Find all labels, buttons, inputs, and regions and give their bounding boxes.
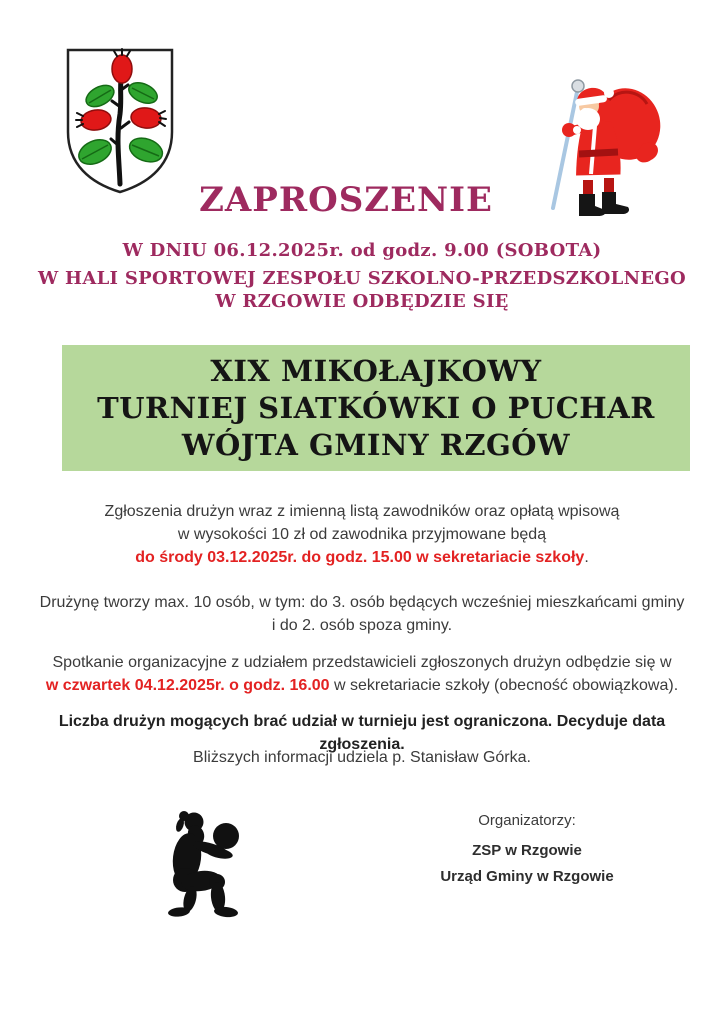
banner-line-3: WÓJTA GMINY RZGÓW: [181, 427, 571, 462]
event-venue-line: W HALI SPORTOWEJ ZESPOŁU SZKOLNO-PRZEDSZKOLNEGO: [37, 268, 687, 289]
banner-line-1: XIX MIKOŁAJKOWY: [210, 353, 542, 388]
team-rules-line-2: i do 2. osób spoza gminy.: [271, 617, 453, 634]
organizers-label: Organizatorzy:: [478, 812, 576, 829]
event-date-line: W DNIU 06.12.2025r. od godz. 9.00 (SOBOTA): [122, 240, 602, 261]
organizers-block: [377, 812, 677, 885]
registration-line-1: Zgłoszenia drużyn wraz z imienną listą zawodników oraz opłatą wpisową: [104, 503, 620, 520]
organizer-zsp: ZSP w Rzgowie: [472, 842, 582, 859]
meeting-line-1: Spotkanie organizacyjne z udziałem przedstawicieli zgłoszonych drużyn odbędzie się w: [52, 654, 672, 671]
tournament-title-banner: [62, 345, 690, 471]
team-rules-paragraph: [28, 591, 696, 637]
limit-notice: Liczba drużyn mogących brać udział w turnieju jest ograniczona. Decyduje data zgłoszenia.: [58, 713, 666, 753]
meeting-paragraph: [28, 651, 696, 697]
page-title: ZAPROSZENIE: [199, 180, 493, 220]
banner-line-2: TURNIEJ SIATKÓWKI O PUCHAR: [97, 390, 655, 425]
organizer-gmina: Urząd Gminy w Rzgowie: [440, 868, 614, 885]
team-rules-line-1: Drużynę tworzy max. 10 osób, w tym: do 3. osób będących wcześniej mieszkańcami gminy: [39, 594, 685, 611]
registration-paragraph: [28, 500, 696, 569]
registration-line-2: w wysokości 10 zł od zawodnika przyjmowane będą: [177, 526, 547, 543]
volleyball-player-icon: [160, 808, 256, 920]
meeting-line-2-rest: w sekretariacie szkoły (obecność obowiązkowa).: [329, 677, 679, 694]
event-place-line: W RZGOWIE ODBĘDZIE SIĘ: [215, 291, 509, 312]
registration-deadline-period: .: [584, 549, 589, 566]
coat-of-arms-icon: [62, 46, 178, 196]
registration-deadline: do środy 03.12.2025r. do godz. 15.00 w sekretariacie szkoły: [135, 549, 585, 566]
meeting-date: w czwartek 04.12.2025r. o godz. 16.00: [45, 677, 330, 694]
contact-info: Bliższych informacji udziela p. Stanisław Górka.: [193, 749, 531, 766]
